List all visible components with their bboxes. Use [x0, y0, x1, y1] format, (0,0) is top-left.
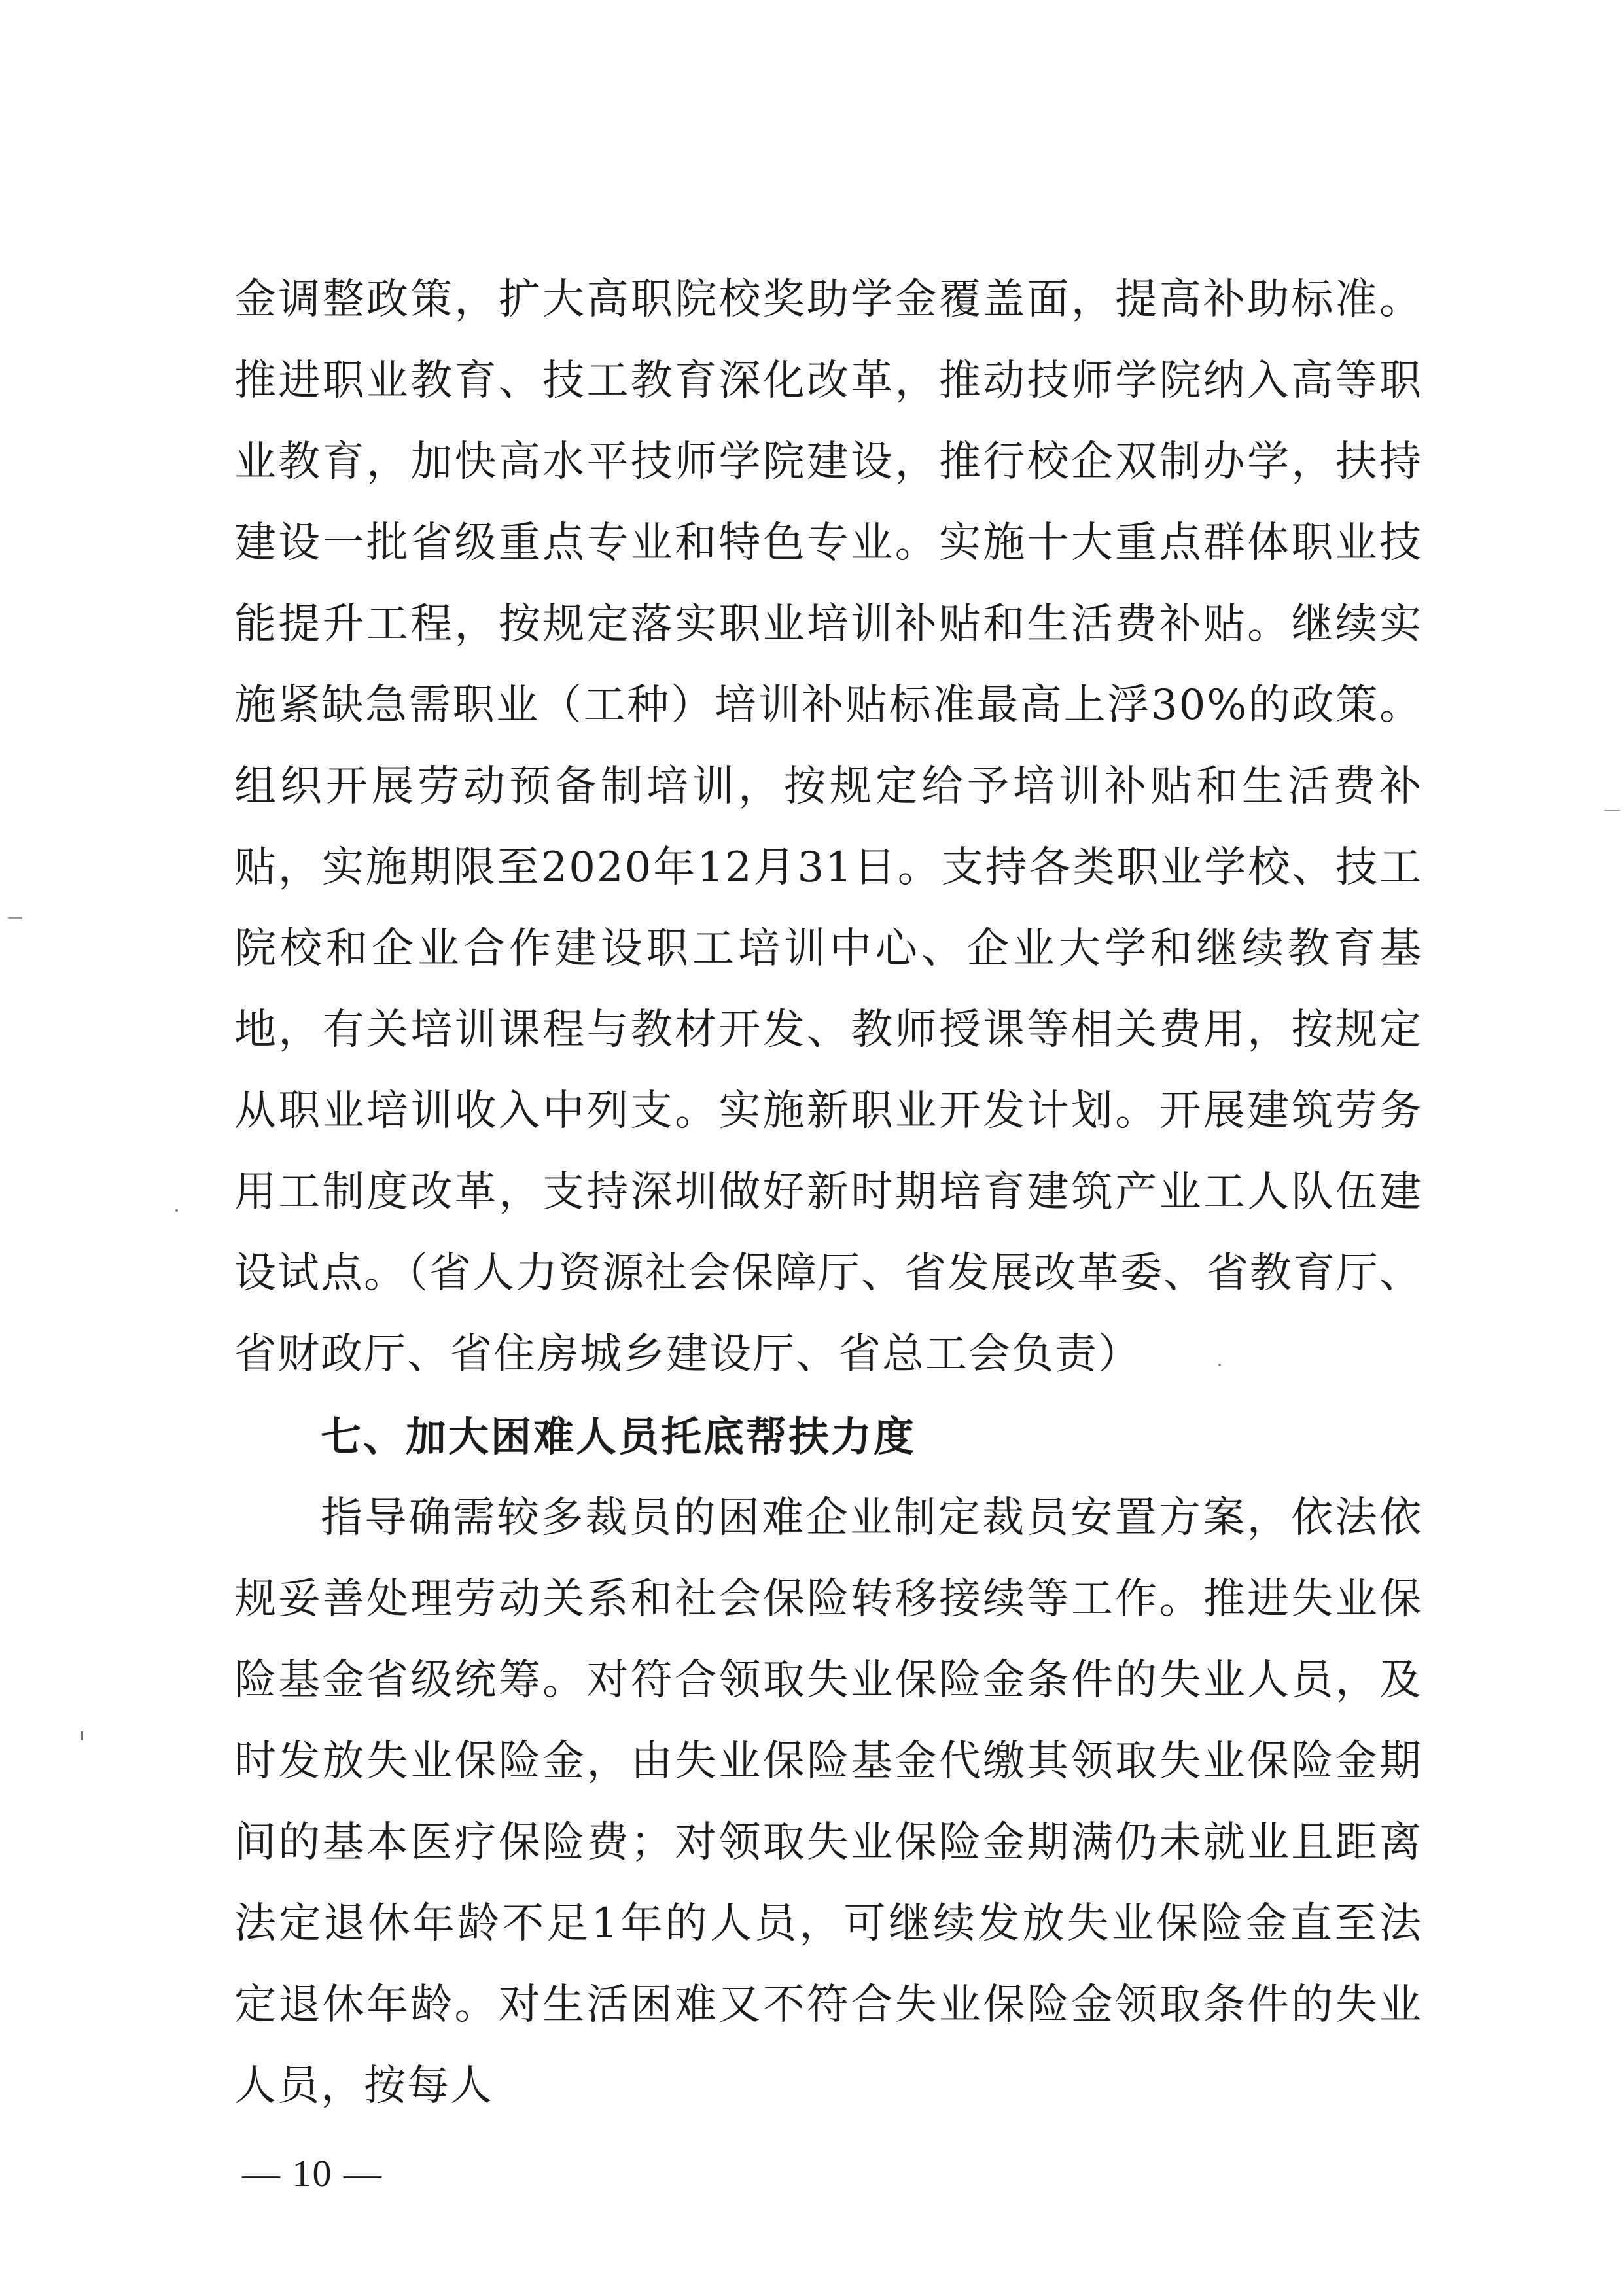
- page-number: — 10 —: [242, 2152, 383, 2195]
- scan-speck: [8, 917, 22, 919]
- body-paragraph: 指导确需较多裁员的困难企业制定裁员安置方案，依法依规妥善处理劳动关系和社会保险转移接续等工作。推进失业保险基金省级统筹。对符合领取失业保险金条件的失业人员，及时发放失业保险金，由失业保险基金代缴其领取失业保险金期间的基本医疗保险费；对领取失业保险金期满仍未就业且距离法定退休年龄不足1年的人员，可继续发放失业保险金直至法定退休年龄。对生活困难又不符合失业保险金领取条件的失业人员，按每人: [234, 1494, 1422, 2110]
- scan-speck: [1218, 1364, 1221, 1366]
- section-heading: 七、加大困难人员托底帮扶力度: [321, 1413, 917, 1460]
- body-paragraph: 金调整政策，扩大高职院校奖助学金覆盖面，提高补助标准。推进职业教育、技工教育深化改革，推动技师学院纳入高等职业教育，加快高水平技师学院建设，推行校企双制办学，扶持建设一批省级重点专业和特色专业。实施十大重点群体职业技能提升工程，按规定落实职业培训补贴和生活费补贴。继续实施紧缺急需职业（工种）培训补贴标准最高上浮30%的政策。组织开展劳动预备制培训，按规定给予培训补贴和生活费补贴，实施期限至2020年12月31日。支持各类职业学校、技工院校和企业合作建设职工培训中心、企业大学和继续教育基地，有关培训课程与教材开发、教师授课等相关费用，按规定从职业培训收入中列支。实施新职业开发计划。开展建筑劳务用工制度改革，支持深圳做好新时期培育建筑产业工人队伍建设试点。（省人力资源社会保障厅、省发展改革委、省教育厅、省财政厅、省住房城乡建设厅、省总工会负责）: [234, 275, 1422, 1379]
- scan-speck: [81, 1731, 83, 1740]
- scan-speck: [175, 1209, 178, 1212]
- scan-speck: [1604, 810, 1620, 811]
